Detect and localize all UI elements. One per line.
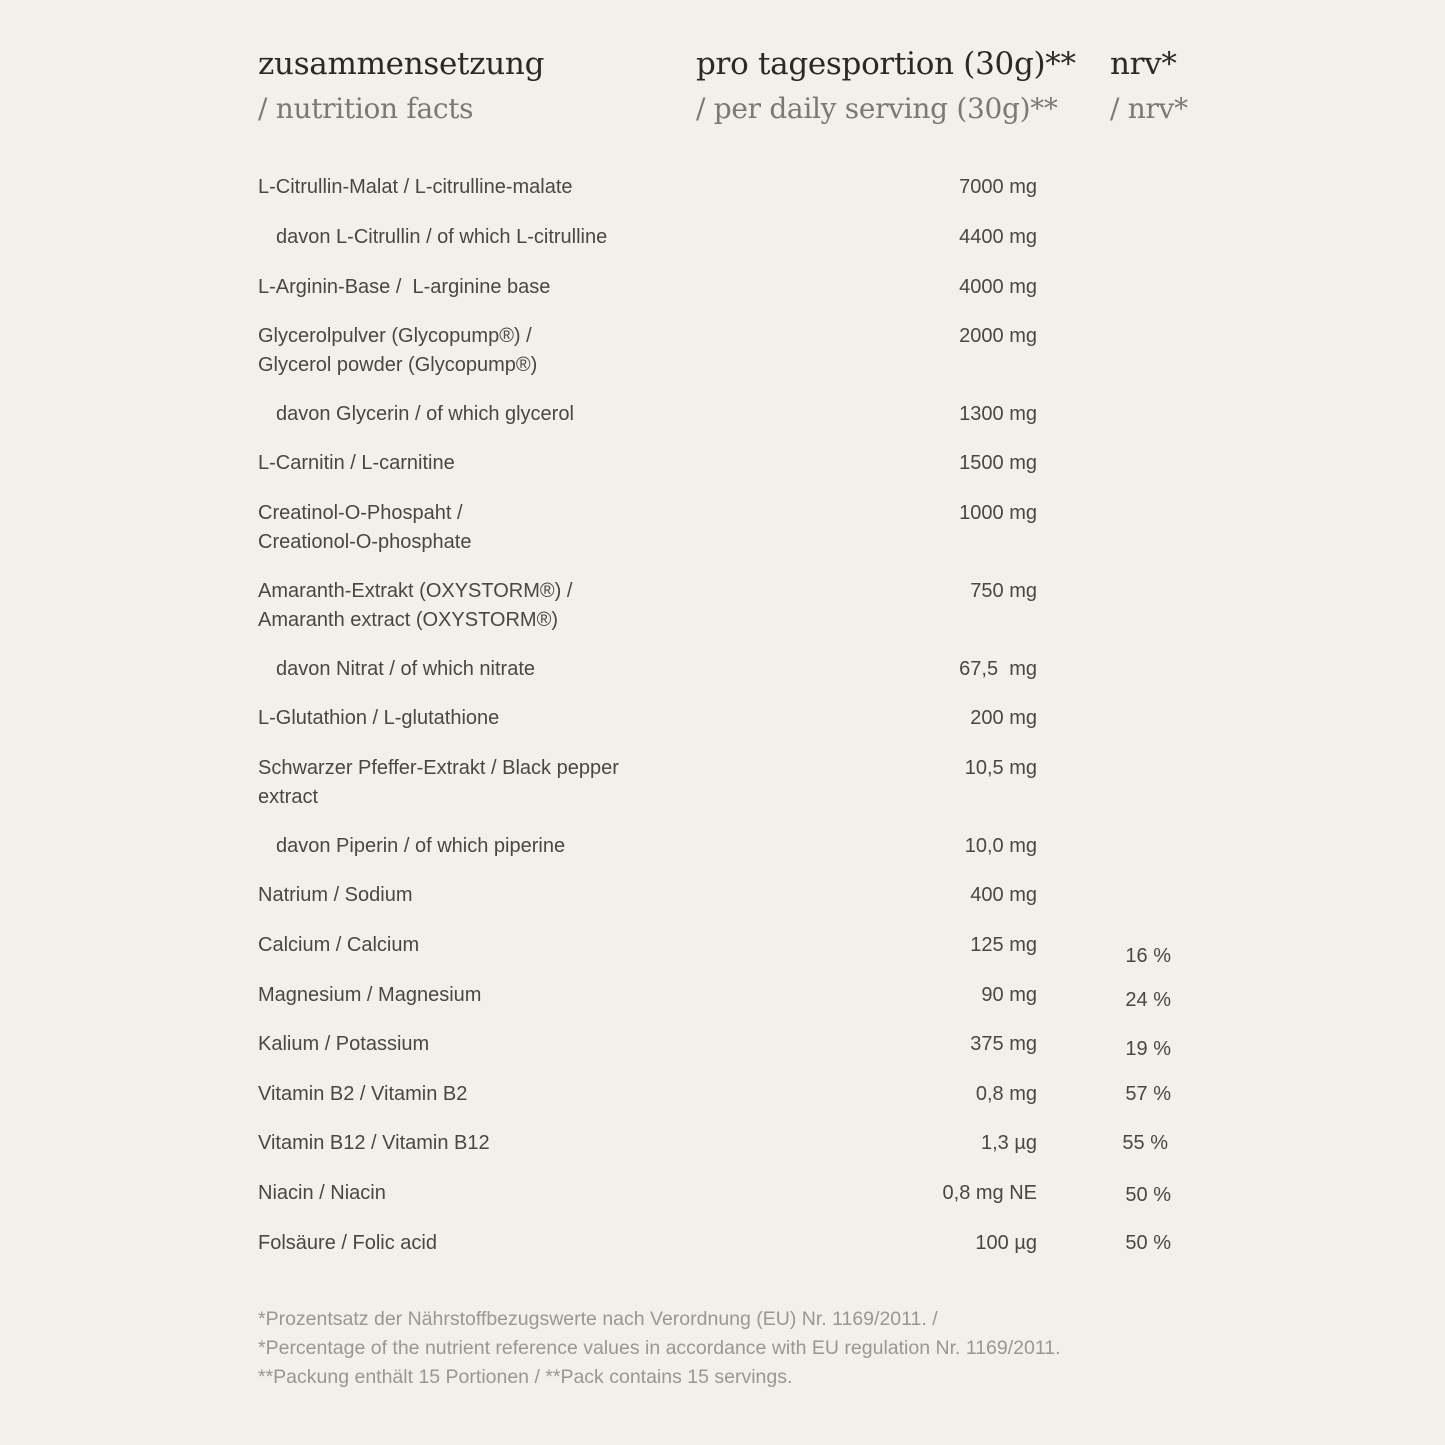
nutrient-name xyxy=(258,322,658,380)
footnote-nrv-de: *Prozentsatz der Nährstoffbezugswerte nach Verordnung (EU) Nr. 1169/2011. / xyxy=(258,1308,938,1330)
header-nrv-en: / nrv* xyxy=(1110,92,1188,125)
nutrient-name: L-Carnitin / L-carnitine xyxy=(258,452,455,474)
header-nrv-de: nrv* xyxy=(1110,46,1177,82)
nutrient-name: Natrium / Sodium xyxy=(258,884,413,906)
header-composition-de: zusammensetzung xyxy=(258,46,545,82)
nutrient-name-line: Amaranth-Extrakt (OXYSTORM®) / xyxy=(258,580,573,602)
column-header-composition xyxy=(258,46,544,125)
header-composition-en: / nutrition facts xyxy=(258,92,474,125)
nutrient-name-line: Schwarzer Pfeffer-Extrakt / Black pepper xyxy=(258,757,619,779)
nutrient-name xyxy=(258,577,658,635)
nutrient-name xyxy=(258,499,658,557)
nutrient-name: davon L-Citrullin / of which L-citrulline xyxy=(276,226,608,248)
header-serving-en: / per daily serving (30g)** xyxy=(696,92,1058,125)
nutrient-amount: 67,5 mg xyxy=(959,658,1037,680)
nutrient-nrv: 50 % xyxy=(1125,1184,1171,1206)
nutrient-amount: 750 mg xyxy=(970,580,1037,602)
nutrient-name: davon Nitrat / of which nitrate xyxy=(276,658,536,680)
nutrient-name: Vitamin B2 / Vitamin B2 xyxy=(258,1083,468,1105)
nutrient-name: Niacin / Niacin xyxy=(258,1182,386,1204)
nutrient-name-line: Creationol-O-phosphate xyxy=(258,531,472,553)
nutrient-amount: 7000 mg xyxy=(959,176,1037,198)
nutrient-amount: 90 mg xyxy=(981,984,1037,1006)
nutrient-name-line: Creatinol-O-Phospaht / xyxy=(258,502,463,524)
nutrient-amount: 400 mg xyxy=(970,884,1037,906)
nutrient-name: L-Arginin-Base / L-arginine base xyxy=(258,276,551,298)
nutrient-name: davon Piperin / of which piperine xyxy=(276,835,566,857)
nutrient-amount: 10,0 mg xyxy=(964,835,1037,857)
nutrient-name: Vitamin B12 / Vitamin B12 xyxy=(258,1132,490,1154)
nutrient-amount: 0,8 mg xyxy=(975,1083,1037,1105)
nutrient-amount: 1300 mg xyxy=(959,403,1037,425)
nutrient-amount: 1500 mg xyxy=(959,452,1037,474)
nutrient-name: L-Citrullin-Malat / L-citrulline-malate xyxy=(258,176,573,198)
nutrient-amount: 0,8 mg NE xyxy=(942,1182,1037,1204)
nutrient-name: davon Glycerin / of which glycerol xyxy=(276,403,574,425)
nutrient-amount: 2000 mg xyxy=(959,325,1037,347)
nutrient-name-line: Glycerol powder (Glycopump®) xyxy=(258,354,538,376)
footnote-nrv-en: *Percentage of the nutrient reference values in accordance with EU regulation Nr. 1169/2011. xyxy=(258,1337,1061,1359)
nutrient-amount: 100 µg xyxy=(975,1232,1037,1254)
nutrient-nrv: 50 % xyxy=(1125,1232,1171,1254)
nutrient-nrv: 57 % xyxy=(1125,1083,1171,1105)
nutrient-name: Kalium / Potassium xyxy=(258,1033,430,1055)
column-header-serving xyxy=(696,46,1076,125)
footnotes xyxy=(258,1305,1061,1392)
nutrient-amount: 4400 mg xyxy=(959,226,1037,248)
nutrient-name: Magnesium / Magnesium xyxy=(258,984,482,1006)
nutrient-name: Calcium / Calcium xyxy=(258,934,420,956)
footnote-servings: **Packung enthält 15 Portionen / **Pack contains 15 servings. xyxy=(258,1366,793,1388)
nutrient-amount: 1,3 µg xyxy=(980,1132,1037,1154)
nutrient-name: L-Glutathion / L-glutathione xyxy=(258,707,500,729)
nutrient-nrv: 24 % xyxy=(1125,989,1171,1011)
header-serving-de: pro tagesportion (30g)** xyxy=(696,46,1076,82)
column-header-nrv xyxy=(1110,46,1188,125)
nutrient-amount: 125 mg xyxy=(970,934,1037,956)
nutrient-nrv: 55 % xyxy=(1122,1132,1168,1154)
nutrient-amount: 1000 mg xyxy=(959,502,1037,524)
nutrient-amount: 4000 mg xyxy=(959,276,1037,298)
nutrient-amount: 200 mg xyxy=(970,707,1037,729)
nutrient-amount: 10,5 mg xyxy=(964,757,1037,779)
nutrient-name: Folsäure / Folic acid xyxy=(258,1232,437,1254)
nutrient-nrv: 16 % xyxy=(1125,945,1171,967)
nutrient-amount: 375 mg xyxy=(970,1033,1037,1055)
nutrient-name-line: extract xyxy=(258,786,319,808)
nutrient-name-line: Glycerolpulver (Glycopump®) / xyxy=(258,325,532,347)
nutrient-nrv: 19 % xyxy=(1125,1038,1171,1060)
nutrient-name-line: Amaranth extract (OXYSTORM®) xyxy=(258,609,558,631)
nutrient-name xyxy=(258,754,658,812)
